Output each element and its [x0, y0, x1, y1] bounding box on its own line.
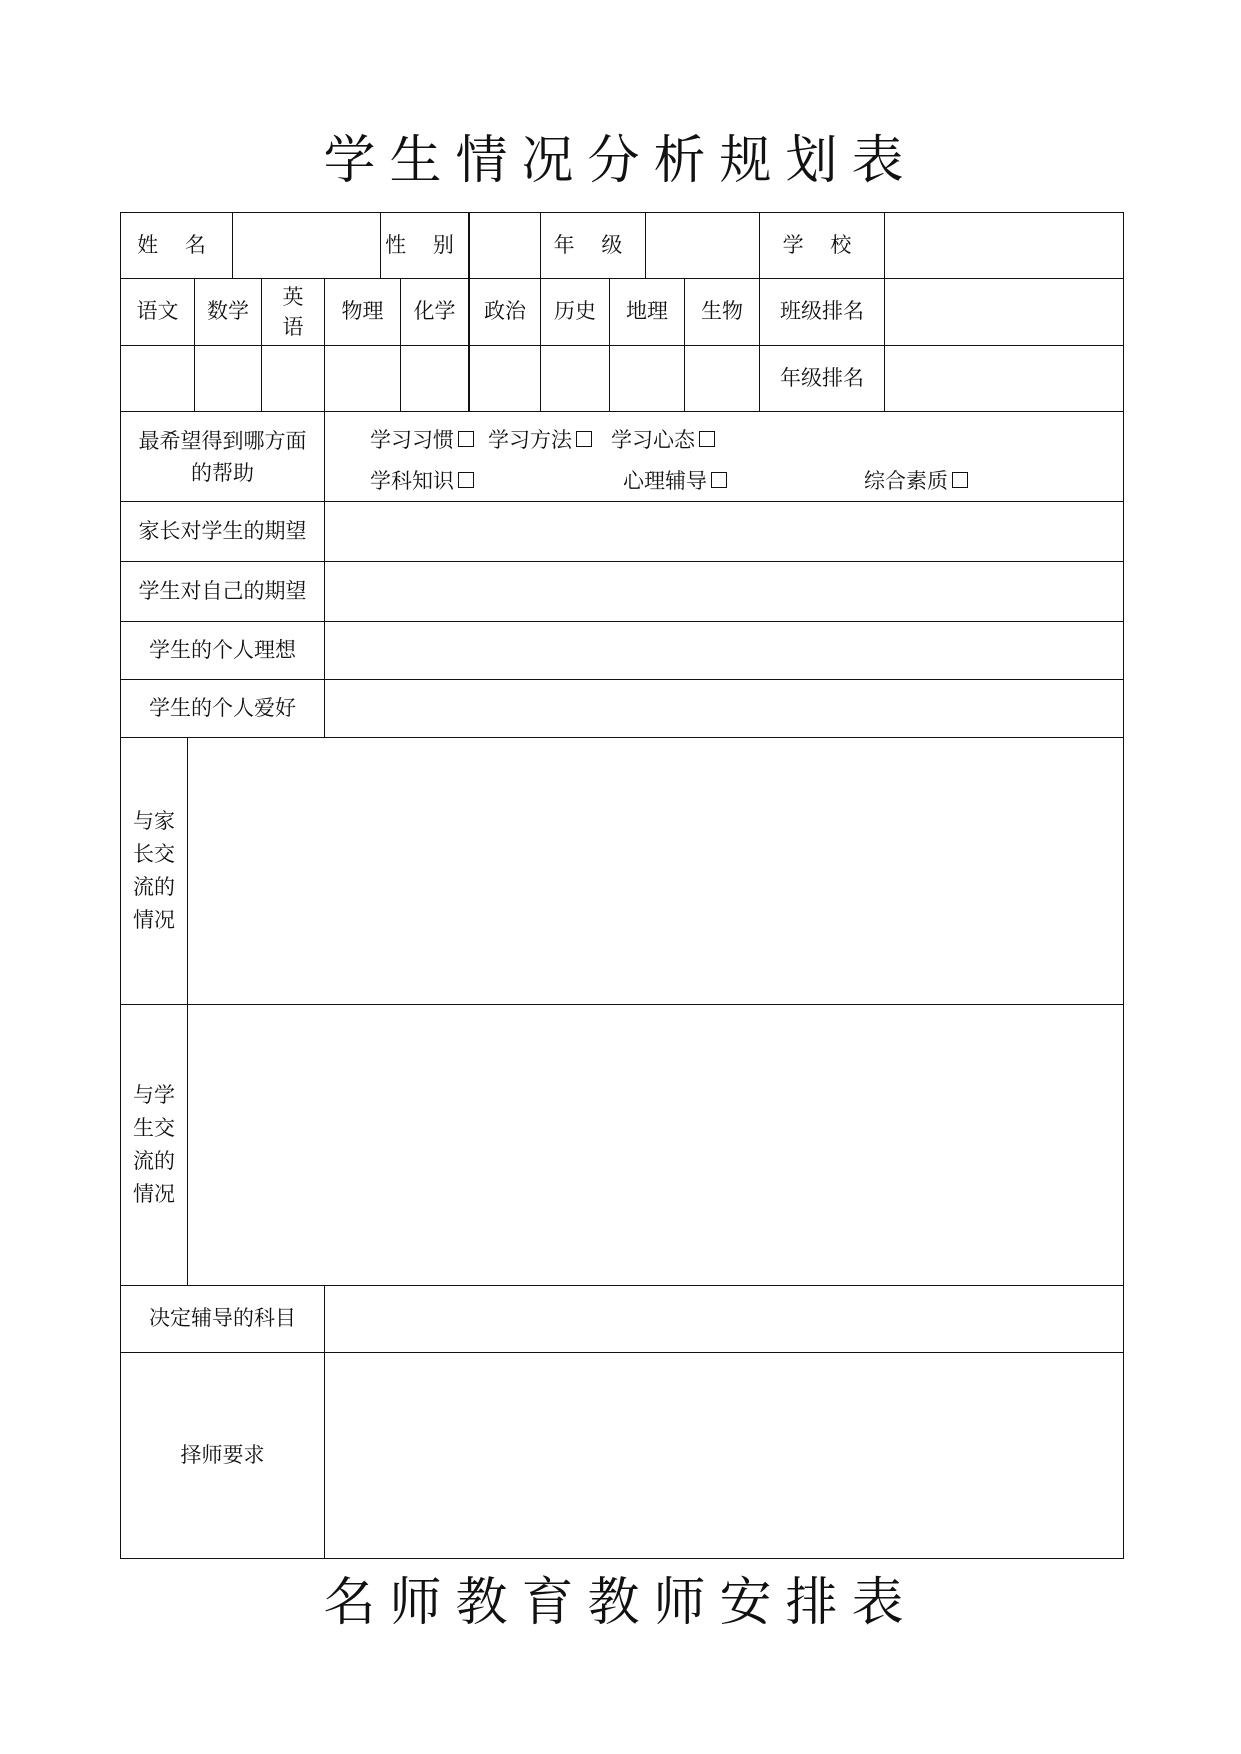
option-overall-quality[interactable]: 综合素质	[864, 465, 972, 495]
subject-english: 英 语	[282, 285, 304, 339]
option-study-methods[interactable]: 学习方法	[488, 424, 596, 454]
checkbox[interactable]	[711, 472, 727, 488]
checkbox[interactable]	[458, 431, 474, 447]
page-title: 学生情况分析规划表	[323, 131, 918, 191]
grade-rank-label: 年级排名	[780, 365, 864, 390]
gender-label: 性 别	[385, 232, 464, 257]
option-counseling[interactable]: 心理辅导	[623, 465, 731, 495]
name-field[interactable]	[233, 213, 380, 278]
parent-expectation-label: 家长对学生的期望	[138, 518, 307, 543]
hobby-field[interactable]	[325, 680, 1123, 737]
subject-chemistry: 化学	[413, 299, 456, 324]
option-study-habits[interactable]: 学习习惯	[370, 424, 478, 454]
class-rank-label: 班级排名	[780, 299, 864, 324]
option-subject-knowledge[interactable]: 学科知识	[370, 465, 478, 495]
gender-field[interactable]	[470, 213, 540, 278]
subjects-decided-field[interactable]	[325, 1286, 1123, 1352]
student-expectation-label: 学生对自己的期望	[138, 578, 307, 603]
subjects-decided-label: 决定辅导的科目	[149, 1306, 296, 1331]
student-expectation-field[interactable]	[325, 562, 1123, 621]
teacher-requirements-label: 择师要求	[180, 1442, 265, 1467]
school-label: 学 校	[782, 232, 862, 257]
school-field[interactable]	[885, 213, 1123, 278]
teacher-requirements-field[interactable]	[325, 1353, 1123, 1558]
checkbox[interactable]	[458, 472, 474, 488]
option-study-mindset[interactable]: 学习心态	[611, 424, 719, 454]
subject-math: 数学	[207, 299, 249, 324]
checkbox[interactable]	[952, 472, 968, 488]
grade-field[interactable]	[646, 213, 759, 278]
parent-comm-label: 与家 长交 流的 情况	[133, 809, 175, 932]
ideal-field[interactable]	[325, 622, 1123, 679]
checkbox[interactable]	[576, 431, 592, 447]
student-comm-label: 与学 生交 流的 情况	[133, 1083, 175, 1206]
subject-chinese: 语文	[136, 299, 179, 324]
grade-label: 年 级	[553, 232, 633, 257]
subject-history: 历史	[554, 299, 596, 324]
ideal-label: 学生的个人理想	[149, 637, 296, 662]
subject-geography: 地理	[626, 299, 668, 324]
parent-comm-field[interactable]	[188, 738, 1123, 1004]
subject-physics: 物理	[341, 299, 384, 324]
help-label: 最希望得到哪方面 的帮助	[138, 428, 307, 485]
hobby-label: 学生的个人爱好	[149, 695, 296, 720]
grade-rank-field[interactable]	[885, 346, 1123, 411]
student-comm-field[interactable]	[188, 1005, 1123, 1285]
footer-title: 名师教育教师安排表	[323, 1573, 918, 1633]
class-rank-field[interactable]	[885, 279, 1123, 345]
checkbox[interactable]	[699, 431, 715, 447]
subject-politics: 政治	[484, 299, 526, 324]
name-label: 姓 名	[137, 232, 216, 257]
subject-biology: 生物	[701, 299, 743, 324]
parent-expectation-field[interactable]	[325, 502, 1123, 561]
